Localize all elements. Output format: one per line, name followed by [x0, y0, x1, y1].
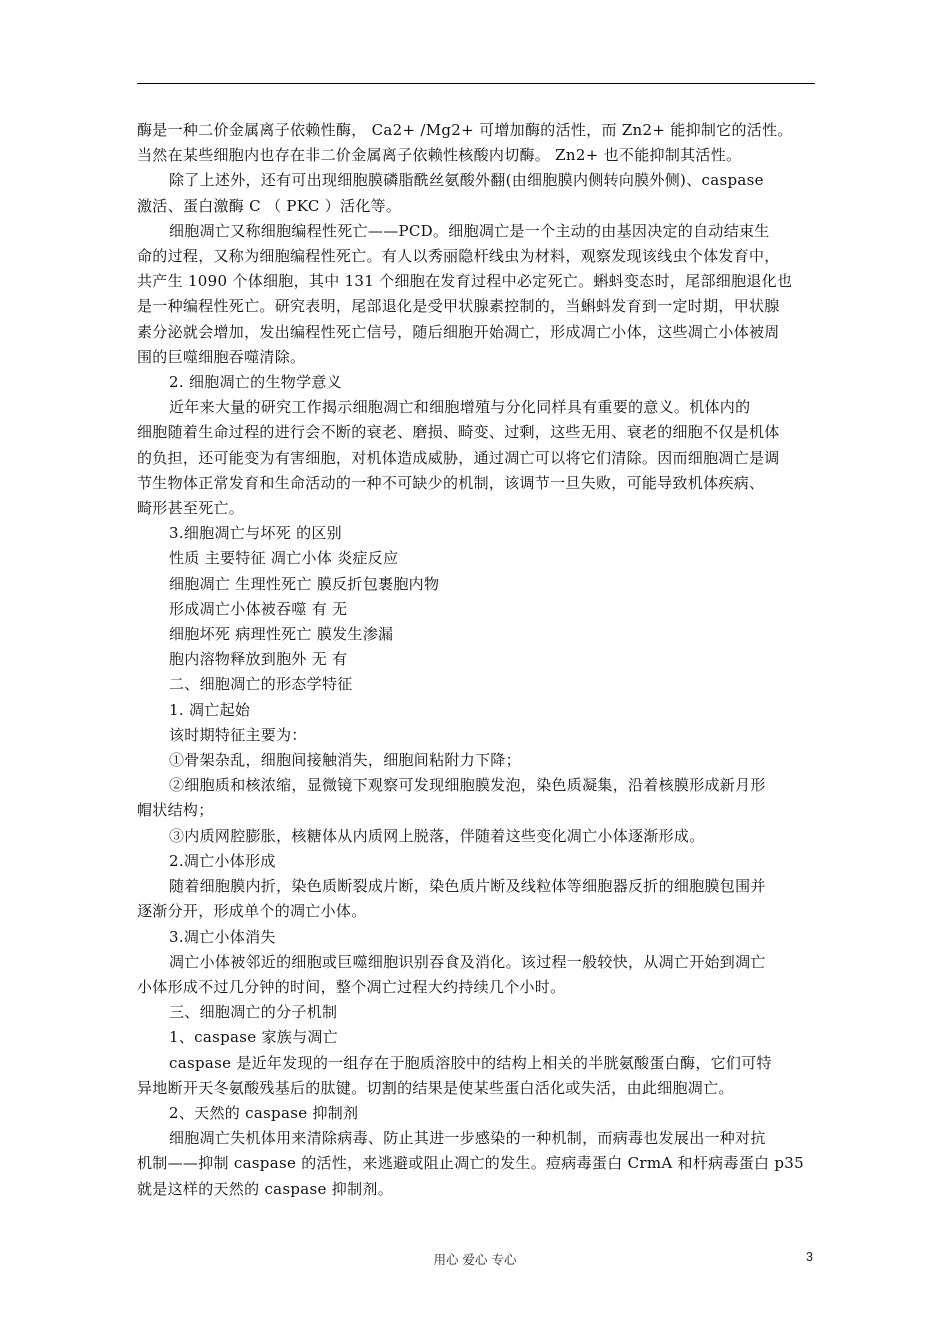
text-line: 素分泌就会增加，发出编程性死亡信号，随后细胞开始凋亡，形成凋亡小体，这些凋亡小体被周 [137, 322, 780, 341]
section-heading: 3.细胞凋亡与坏死 的区别 [169, 524, 342, 543]
text-line: 细胞凋亡 生理性死亡 膜反折包裹胞内物 [169, 574, 440, 593]
section-heading: 2、天然的 caspase 抑制剂 [169, 1103, 359, 1122]
text-line: 激活、蛋白激酶 C （ PKC ）活化等。 [137, 196, 402, 215]
text-line: 小体形成不过几分钟的时间，整个凋亡过程大约持续几个小时。 [137, 977, 566, 996]
text-line: 命的过程，又称为细胞编程性死亡。有人以秀丽隐杆线虫为材料，观察发现该线虫个体发育中， [137, 247, 780, 266]
text-line: 胞内溶物释放到胞外 无 有 [169, 650, 348, 669]
text-line: 畸形甚至死亡。 [137, 499, 245, 518]
text-line: 形成凋亡小体被吞噬 有 无 [169, 599, 348, 618]
section-heading: 二、细胞凋亡的形态学特征 [169, 675, 353, 694]
text-line: 除了上述外，还有可出现细胞膜磷脂酰丝氨酸外翻(由细胞膜内侧转向膜外侧)、caspase [169, 171, 764, 190]
text-line: 酶是一种二价金属离子依赖性酶， Ca2+ /Mg2+ 可增加酶的活性，而 Zn2+ 能抑制它的活性。 [137, 121, 793, 139]
text-line: 细胞凋亡又称细胞编程性死亡——PCD。细胞凋亡是一个主动的由基因决定的自动结束生 [169, 221, 770, 240]
page-number: 3 [806, 1250, 813, 1264]
text-line: 就是这样的天然的 caspase 抑制剂。 [137, 1179, 393, 1198]
section-heading: 2. 细胞凋亡的生物学意义 [169, 373, 342, 392]
text-line: 逐渐分开，形成单个的凋亡小体。 [137, 902, 367, 921]
text-line: 帽状结构； [137, 801, 214, 820]
text-line: ③内质网腔膨胀，核糖体从内质网上脱落，伴随着这些变化凋亡小体逐渐形成。 [169, 826, 705, 845]
text-line: 节生物体正常发育和生命活动的一种不可缺少的机制，该调节一旦失败，可能导致机体疾病、 [137, 473, 765, 492]
text-line: 是一种编程性死亡。研究表明，尾部退化是受甲状腺素控制的，当蝌蚪发育到一定时期，甲状腺 [137, 297, 780, 316]
header-rule [137, 83, 815, 84]
text-line: 共产生 1090 个体细胞，其中 131 个细胞在发育过程中必定死亡。蝌蚪变态时，尾部细胞退化也 [137, 272, 793, 291]
text-line: 近年来大量的研究工作揭示细胞凋亡和细胞增殖与分化同样具有重要的意义。机体内的 [169, 398, 751, 417]
section-heading: 1. 凋亡起始 [169, 700, 251, 719]
text-line: caspase 是近年发现的一组存在于胞质溶胶中的结构上相关的半胱氨酸蛋白酶，它们可特 [169, 1053, 772, 1072]
text-line: ①骨架杂乱，细胞间接触消失，细胞间粘附力下降； [169, 751, 521, 770]
section-heading: 1、caspase 家族与凋亡 [169, 1028, 338, 1047]
text-line: 围的巨噬细胞吞噬清除。 [137, 347, 306, 366]
section-heading: 三、细胞凋亡的分子机制 [169, 1003, 338, 1022]
text-line: 机制——抑制 caspase 的活性，来逃避或阻止凋亡的发生。痘病毒蛋白 CrmA 和杆病毒蛋白 p35 [137, 1154, 804, 1173]
text-line: 随着细胞膜内折，染色质断裂成片断，染色质片断及线粒体等细胞器反折的细胞膜包围并 [169, 877, 766, 896]
text-line: 细胞随着生命过程的进行会不断的衰老、磨损、畸变、过剩，这些无用、衰老的细胞不仅是机体 [137, 423, 780, 442]
text-line: ②细胞质和核浓缩，显微镜下观察可发现细胞膜发泡，染色质凝集，沿着核膜形成新月形 [169, 776, 766, 795]
text-line: 该时期特征主要为： [169, 725, 307, 744]
text-line: 性质 主要特征 凋亡小体 炎症反应 [169, 549, 399, 568]
text-line: 凋亡小体被邻近的细胞或巨噬细胞识别吞食及消化。该过程一般较快，从凋亡开始到凋亡 [169, 952, 766, 971]
section-heading: 3.凋亡小体消失 [169, 927, 276, 946]
document-body [137, 118, 815, 1202]
text-line: 异地断开天冬氨酸残基后的肽键。切割的结果是使某些蛋白活化或失活，由此细胞凋亡。 [137, 1078, 734, 1097]
text-line: 细胞坏死 病理性死亡 膜发生渗漏 [169, 625, 394, 644]
section-heading: 2.凋亡小体形成 [169, 851, 276, 870]
text-line: 的负担，还可能变为有害细胞，对机体造成威胁，通过凋亡可以将它们清除。因而细胞凋亡是调 [137, 448, 780, 467]
text-line: 当然在某些细胞内也存在非二价金属离子依赖性核酸内切酶。 Zn2+ 也不能抑制其活性。 [137, 146, 742, 165]
text-line: 细胞凋亡失机体用来清除病毒、防止其进一步感染的一种机制，而病毒也发展出一种对抗 [169, 1129, 766, 1148]
footer-slogan: 用心 爱心 专心 [433, 1252, 517, 1267]
